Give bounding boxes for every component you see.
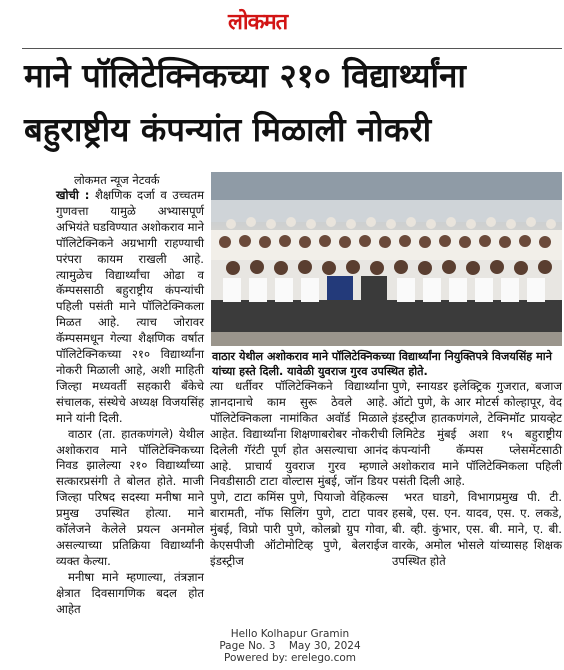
group-photo-illustration (211, 172, 562, 346)
article-paragraph: त्या धर्तीवर पॉलिटेक्निकने विद्यार्थ्यांना ज्ञानदानाचे काम सुरू ठेवले आहे. पॉलिटेक्निकला नामांकित अवॉर्ड मिळाले आहेत. विद्यार्थ्यांना शिक्षणाबरोबर नोकरीची दिलेली गॅरंटी पूर्ण होत असल्याचा आनंद आहे. प्राचार्य युवराज गुरव म्हणाले निवडीसाठी टाटा वोल्टास मुंबई, जॉन डियर पुणे, टाटा कमिंस पुणे, पियाजो वेहिकल्स बारामती, नॉफ सिलिंग पुणे, टाटा पावर मुंबई, विप्रो पारी पुणे, कोलब्रो ग्रुप गोवा, केएसपीजी ऑटोमोटिव्ह पुणे, बेलराईज इंडस्ट्रीज (210, 379, 388, 568)
footer-powered-by[interactable]: Powered by: erelego.com (223, 652, 357, 664)
article-paragraph: पुणे, स्नायडर इलेक्ट्रिक गुजरात, बजाज ऑटो पुणे, के आर मोटर्स कोल्हापूर, वेद इंडस्ट्रीज हातकणंगले, टेक्निमॉट प्रायव्हेट लिमिटेड मुंबई अशा १५ बहुराष्ट्रीय कंपन्यांनी कॅम्पस प्लेसमेंटसाठी अशोकराव माने पॉलिटेक्निकला पहिली पसंती दिली आहे. (392, 379, 562, 489)
masthead (0, 0, 564, 50)
article-paragraph: भरत घाडगे, विभागप्रमुख पी. टी. हसबे, एस. एन. यादव, एस. ए. लकडे, बी. व्ही. कुंभार, एस. बी. माने, ए. बी. वारके, अमोल भोसले यांच्यासह शिक्षक उपस्थित होते (392, 490, 562, 568)
byline-agency: लोकमत न्यूज नेटवर्क (74, 173, 160, 187)
footer-page-date: Page No. 3 May 30, 2024 (219, 640, 361, 652)
article-column-1 (56, 172, 204, 617)
group-photo (211, 172, 562, 346)
article-column-2 (210, 379, 388, 570)
byline-place: खोची : (56, 188, 90, 202)
footer-edition: Hello Kolhapur Gramin (230, 628, 350, 640)
masthead-divider (22, 48, 562, 49)
article-column-3 (392, 379, 562, 570)
article-paragraph: मनीषा माने म्हणाल्या, तंत्रज्ञान क्षेत्रात दिवसागणिक बदल होत आहेत (56, 569, 204, 616)
article-paragraph: वाठार (ता. हातकणंगले) येथील अशोकराव माने पॉलिटेक्निकच्या निवड झालेल्या २१० विद्यार्थ्यांच्या सत्कारप्रसंगी ते बोलत होते. माजी जिल्हा परिषद सदस्या मनीषा माने प्रमुख उपस्थित होत्या. माने कॉलेजने केलेले प्रयत्न अनमोल असल्याच्या प्रतिक्रिया विद्यार्थ्यांनी व्यक्त केल्या. (56, 426, 204, 568)
newspaper-logo: लोकमत (228, 10, 288, 35)
headline-line-1: माने पॉलिटेक्निकच्या २१० विद्यार्थ्यांना (24, 56, 466, 95)
headline-line-2: बहुराष्ट्रीय कंपन्यांत मिळाली नोकरी (24, 110, 432, 149)
photo-caption: वाठार येथील अशोकराव माने पॉलिटेक्निकच्या विद्यार्थ्यांना नियुक्तिपत्रे विजयसिंह माने यांच्या हस्ते दिली. यावेळी युवराज गुरव उपस्थित होते. (212, 350, 552, 378)
article-paragraph: शैक्षणिक दर्जा व उच्चतम गुणवत्ता यामुळे अभ्यासपूर्ण अभियंते घडविण्यात अशोकराव माने पॉलिटेक्निकने अग्रभागी राहण्याची परंपरा कायम राखली आहे. त्यामुळेच विद्यार्थ्यांचा ओढा व कॅम्पससाठी बहुराष्ट्रीय कंपन्यांची पहिली पसंती माने पॉलिटेक्निकला मिळत आहे. त्याच जोरावर कॅम्पसमधून गेल्या शैक्षणिक वर्षात पॉलिटेक्निकच्या २१० विद्यार्थ्यांना नोकरी मिळाली आहे, अशी माहिती जिल्हा मध्यवर्ती सहकारी बँकेचे संचालक, संस्थेचे अध्यक्ष विजयसिंह माने यांनी दिली. (56, 188, 204, 425)
page-footer (190, 628, 390, 664)
